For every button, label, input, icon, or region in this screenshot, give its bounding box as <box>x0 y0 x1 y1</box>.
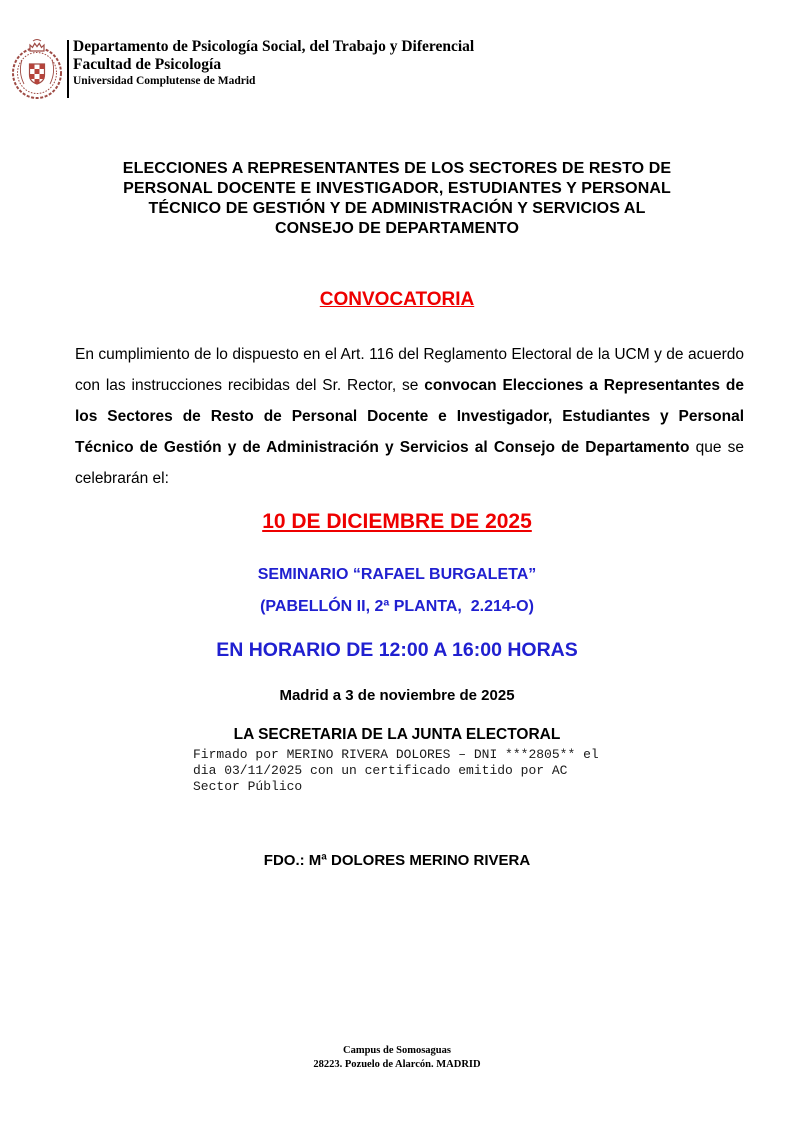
document-title <box>60 159 734 239</box>
header-divider <box>67 40 69 98</box>
digital-signature-block <box>193 747 794 795</box>
place-date-line: Madrid a 3 de noviembre de 2025 <box>279 687 515 704</box>
election-date-heading: 10 DE DICIEMBRE DE 2025 <box>262 510 532 533</box>
header-text <box>73 38 474 89</box>
faculty-name: Facultad de Psicología <box>73 56 222 73</box>
header <box>10 38 794 105</box>
title-line: CONSEJO DE DEPARTAMENTO <box>274 220 520 237</box>
convocatoria-heading: CONVOCATORIA <box>319 289 475 310</box>
footer-address: 28223. Pozuelo de Alarcón. MADRID <box>313 1058 481 1070</box>
body-paragraph <box>75 339 744 494</box>
fdo-line: FDO.: Mª DOLORES MERINO RIVERA <box>263 852 531 869</box>
venue-location: (PABELLÓN II, 2ª PLANTA, 2.214-O) <box>260 598 534 615</box>
schedule-line: EN HORARIO DE 12:00 A 16:00 HORAS <box>216 639 578 661</box>
signature-line: Firmado por MERINO RIVERA DOLORES – DNI ***2805** el <box>193 747 599 762</box>
signature-line: dia 03/11/2025 con un certificado emitido por AC <box>193 763 568 778</box>
footer <box>0 1044 794 1071</box>
signature-line: Sector Público <box>193 779 303 794</box>
title-line: TÉCNICO DE GESTIÓN Y DE ADMINISTRACIÓN Y SERVICIOS AL <box>148 200 646 217</box>
ucm-seal-icon <box>10 38 64 105</box>
title-line: PERSONAL DOCENTE E INVESTIGADOR, ESTUDIANTES Y PERSONAL <box>123 180 671 197</box>
signer-title: LA SECRETARIA DE LA JUNTA ELECTORAL <box>233 726 561 743</box>
body-intro: En cumplimiento de lo dispuesto en el Art. 116 del Reglamento Electoral de la UCM y de acuerdo con las instrucciones recibidas del Sr. Rector, se <box>75 346 744 394</box>
body-bold: convocan Elecciones a Representantes de los Sectores de Resto de Personal Docente e Investigador, Estudiantes y Personal Técnico de Gestión y de Administración y Servicios al Consejo de Departamento <box>75 377 744 456</box>
title-line: ELECCIONES A REPRESENTANTES DE LOS SECTORES DE RESTO DE <box>122 160 672 177</box>
body-outro: que se celebrarán el: <box>75 439 744 487</box>
department-name: Departamento de Psicología Social, del Trabajo y Diferencial <box>73 38 475 55</box>
footer-campus: Campus de Somosaguas <box>343 1045 451 1056</box>
venue-name: SEMINARIO “RAFAEL BURGALETA” <box>257 566 537 583</box>
university-name: Universidad Complutense de Madrid <box>73 75 256 87</box>
